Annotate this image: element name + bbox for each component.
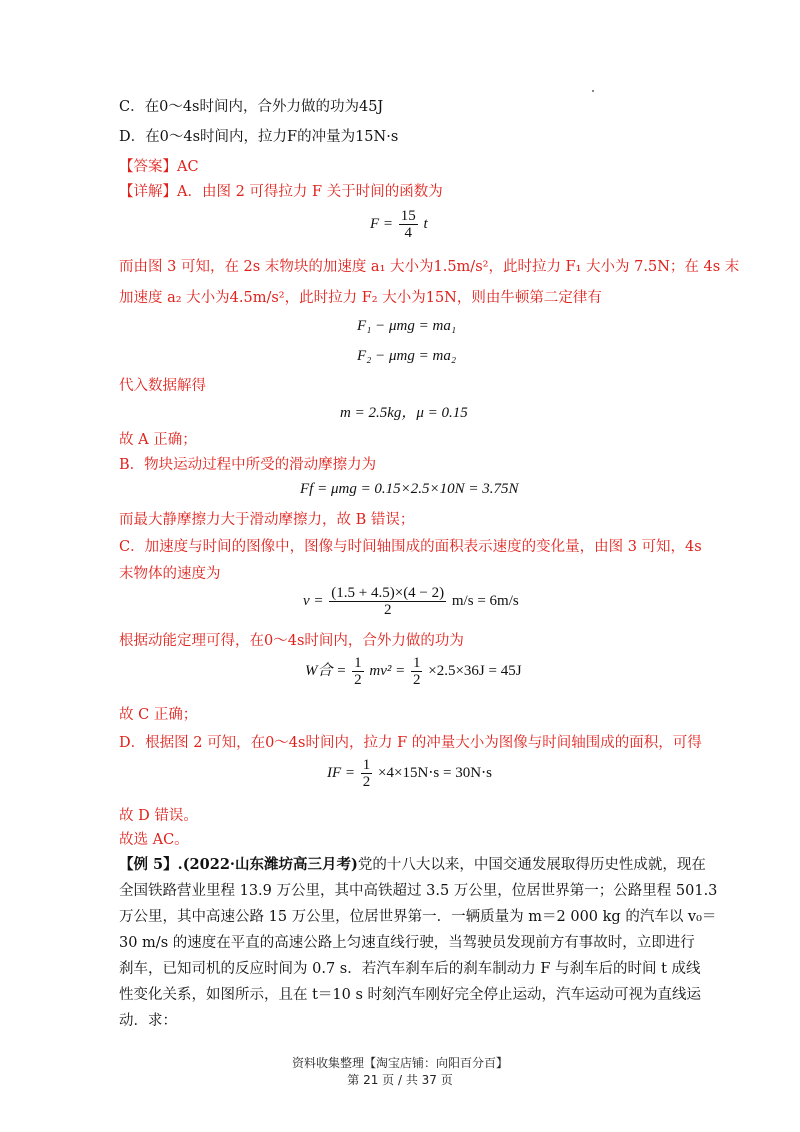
example-5-line-4: 30 m/s 的速度在平直的高速公路上匀速直线行驶，当驾驶员发现前方有事故时，立即进行 (119, 935, 695, 951)
example-5-label: 【例 5】 (119, 856, 178, 873)
choose-ac: 故选 AC。 (119, 832, 189, 848)
para-accel-2: 加速度 a₂ 大小为4.5m/s²，此时拉力 F₂ 大小为15N，则由牛顿第二定律有 (119, 290, 602, 306)
a-correct: 故 A 正确； (119, 432, 197, 448)
example-5-line-7: 动．求： (119, 1013, 177, 1029)
equation-impulse: IF = $\frac{1}{2}$ ×4×15N⋅s = 30N⋅s (327, 757, 493, 790)
example-5-line-2: 全国铁路营业里程 13.9 万公里，其中高铁超过 3.5 万公里，位居世界第一；公路里程 501.3 (119, 883, 718, 899)
d-wrong: 故 D 错误。 (119, 808, 198, 824)
equation-f-of-t: F = $\frac{15}{4}$ t (370, 208, 428, 241)
d-text: D．根据图 2 可知，在0～4s时间内，拉力 F 的冲量大小为图像与时间轴围成的面积，可得 (119, 735, 702, 751)
b-text: B．物块运动过程中所受的滑动摩擦力为 (119, 457, 377, 473)
equation-work: W合 = $\frac{1}{2}$ mv² = $\frac{1}{2}$ ×2.5×36J = 45J (305, 655, 522, 688)
c-text-1: C．加速度与时间的图像中，图像与时间轴围成的面积表示速度的变化量，由图 3 可知，4s (119, 539, 702, 555)
detail-a: 【详解】A．由图 2 可得拉力 F 关于时间的函数为 (119, 184, 443, 200)
example-5-source: .(2022·山东潍坊高三月考) (177, 856, 358, 873)
equation-friction: Ff = μmg = 0.15×2.5×10N = 3.75N (300, 481, 519, 497)
option-d: D．在0～4s时间内，拉力F的冲量为15N·s (119, 129, 399, 145)
equation-newton-2: F₂ − μmg = ma₂ (357, 348, 457, 364)
example-5-line-6: 性变化关系，如图所示，且在 t＝10 s 时刻汽车刚好完全停止运动，汽车运动可视为直线运 (119, 987, 702, 1003)
example-5-line-5: 刹车，已知司机的反应时间为 0.7 s．若汽车刹车后的刹车制动力 F 与刹车后的时间 t 成线 (119, 961, 701, 977)
option-c: C．在0～4s时间内，合外力做的功为45J (119, 99, 384, 115)
example-5-line-1: 【例 5】.(2022·山东潍坊高三月考)党的十八大以来，中国交通发展取得历史性成就，现在 (119, 856, 706, 873)
page-number: 第 21 页 / 共 37 页 (347, 1073, 453, 1087)
page-dot (592, 90, 594, 92)
equation-newton-1: F₁ − μmg = ma₁ (357, 318, 457, 334)
c-correct: 故 C 正确； (119, 707, 198, 723)
footer-source: 资料收集整理【淘宝店铺：向阳百分百】 (291, 1056, 508, 1070)
answer: 【答案】AC (119, 159, 199, 175)
substitute-text: 代入数据解得 (119, 378, 206, 394)
para-accel-1: 而由图 3 可知，在 2s 末物块的加速度 a₁ 大小为1.5m/s²，此时拉力 F₁ 大小为 7.5N；在 4s 末 (119, 259, 740, 275)
example-5-line-3: 万公里，其中高速公路 15 万公里，位居世界第一．一辆质量为 m＝2 000 kg 的汽车以 v₀＝ (119, 909, 717, 925)
equation-velocity: v = $\frac{(1.5 + 4.5)\times(4 - 2)}{2}$ m/s = 6m/s (303, 585, 519, 618)
equation-mass-mu: m = 2.5kg，μ = 0.15 (340, 405, 468, 421)
c-text-3: 根据动能定理可得，在0～4s时间内，合外力做的功为 (119, 633, 464, 649)
c-text-2: 末物体的速度为 (119, 566, 221, 582)
b-conclusion: 而最大静摩擦力大于滑动摩擦力，故 B 错误； (119, 512, 415, 528)
